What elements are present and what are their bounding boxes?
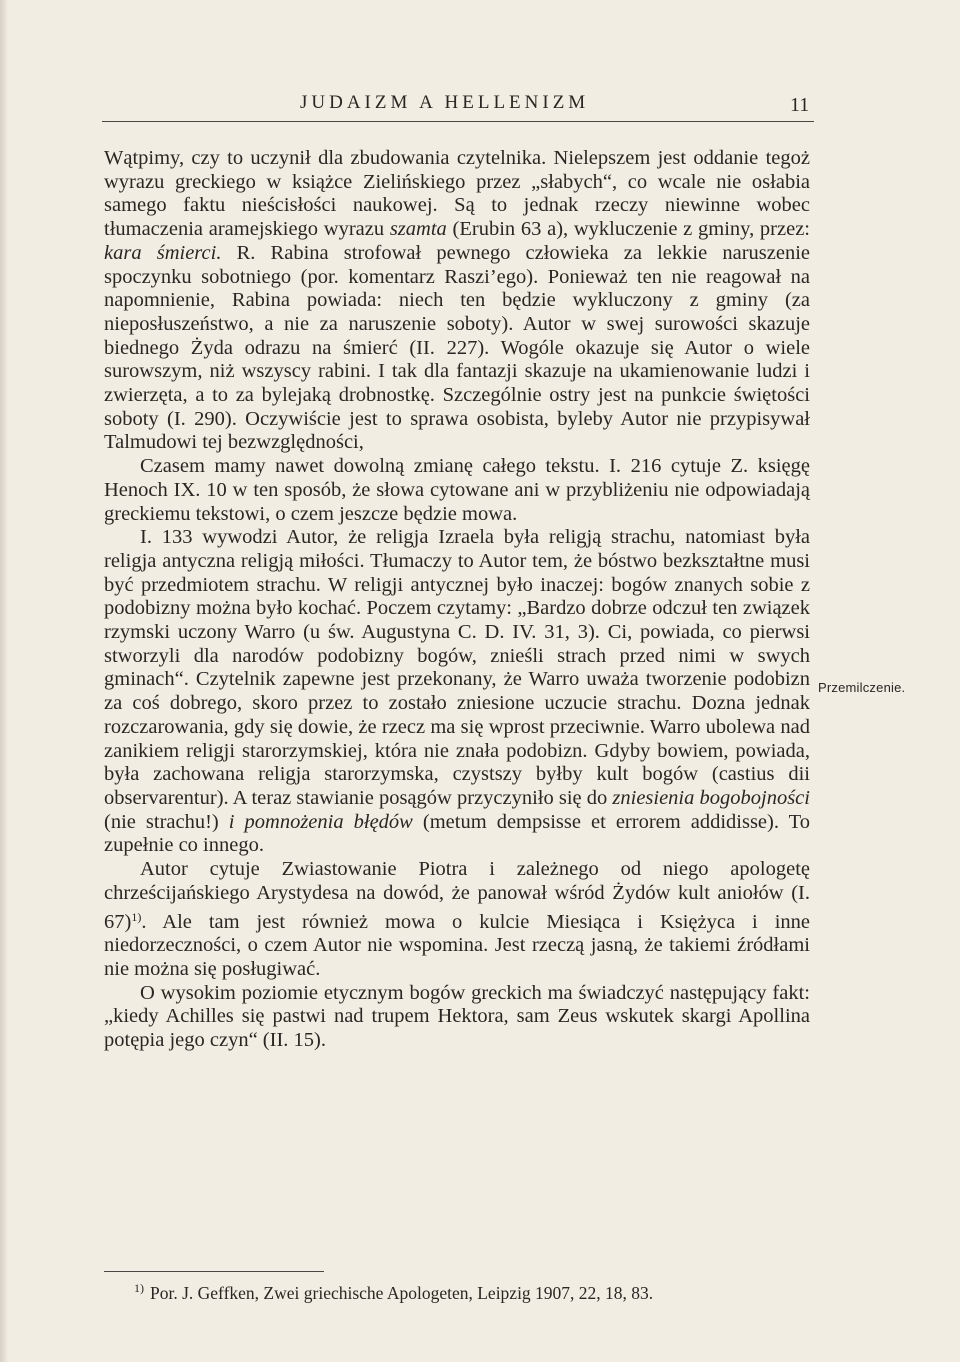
body-text [104, 147, 810, 1053]
text-segment: R. Rabina strofował pewnego człowieka za lekkie naruszenie spoczynku sobotniego (por. komentarz Raszi’ego). Ponieważ ten nie reagował na napomnienie, Rabina powiada: niech ten będzie wykluczony z gminy (za nieposłuszeństwo, a nie za naruszenie soboty). Autor w swej surowości skazuje biednego Żyda odrazu na śmierć (II. 227). Wogóle okazuje się Autor o wiele surowszym, niż wszyscy rabini. I tak dla fantazji skazuje na ukamienowanie ludzi i zwierzęta, a to za bylejaką drobnostkę. Szczególnie ostry jest na punkcie świętości soboty (I. 290). Oczywiście jest to sprawa osobista, byleby Autor nie przypisywał Talmudowi tej bezwzględności, [104, 241, 810, 454]
text-segment: Czasem mamy nawet dowolną zmianę całego tekstu. I. 216 cytuje Z. księgę Henoch IX. 10 w ten sposób, że słowa cytowane ani w przybliżeniu nie odpowiadają greckiemu tekstowi, o czem jeszcze będzie mowa. [104, 455, 810, 525]
footnote-reference: 1) [131, 909, 142, 924]
paragraph [104, 982, 810, 1053]
page-number: 11 [790, 94, 810, 116]
text-segment: (nie strachu!) [104, 810, 229, 833]
footnote-rule [104, 1271, 324, 1272]
italic-text: i pomnożenia błędów [228, 810, 413, 833]
running-title: JUDAIZM A HELLENIZM [300, 92, 590, 113]
paragraph [104, 147, 810, 455]
footnote-text: Por. J. Geffken, Zwei griechische Apologeten, Leipzig 1907, 22, 18, 83. [150, 1283, 654, 1303]
paragraph [104, 858, 810, 982]
footnote [134, 1281, 653, 1304]
text-segment: I. 133 wywodzi Autor, że religja Izraela była religją strachu, natomiast była religja antyczna religją miłości. Tłumaczy to Autor tem, że bóstwo bezkształtne musi być przedmiotem strachu. W religji antycznej było inaczej: bogów znanych sobie z podobizny można było kochać. Poczem czytamy: „Bardzo dobrze odczuł ten związek rzymski uczony Warro (u św. Augustyna C. D. IV. 31, 3). Ci, powiada, co pierwsi stworzyli dla narodów podobizny bogów, znieśli strach przed nimi w swych gminach“. Czytelnik zapewne jest przekonany, że Warro uważa tworzenie podobizn za coś dobrego, skoro przez to zostało zniesione uczucie strachu. Dozna jednak rozczarowania, gdy się dowie, że rzecz ma się wprost przeciwnie. Warro ubolewa nad zanikiem religji starorzymskiej, która nie znała podobizn. Gdyby bowiem, powiada, była zachowana religja starorzymska, czystszy byłby kult bogów (castius dii observarentur). A teraz stawianie posągów przyczyniło się do [104, 526, 810, 809]
paragraph [104, 526, 810, 858]
text-segment: Autor cytuje Zwiastowanie Piotra i zależnego od niego apologetę chrześcijańskiego Arystydesa na dowód, że panował wśród Żydów kult aniołów (I. 67) [104, 858, 810, 933]
text-segment: Wątpimy, czy to uczynił dla zbudowania czytelnika. Nielepszem jest oddanie tegoż wyrazu greckiego w książce Zielińskiego przez „słabych“, co wcale nie osłabia samego faktu nieścisłości naukowej. Są to jednak rzeczy niewinne wobec tłumaczenia aramejskiego wyrazu [104, 147, 810, 241]
italic-text: szamta [389, 218, 447, 241]
footnote-marker: 1) [134, 1281, 144, 1295]
page-edge-shadow [0, 0, 7, 1362]
header-rule [102, 121, 814, 122]
margin-note: Przemilczenie. [818, 680, 906, 695]
italic-text: zniesienia bogobojności [612, 786, 810, 809]
text-segment: O wysokim poziomie etycznym bogów greckich ma świadczyć następujący fakt: „kiedy Achilles się pastwi nad trupem Hektora, sam Zeus wskutek skargi Apollina potępia jego czyn“ (II. 15). [104, 981, 810, 1052]
text-segment: . Ale tam jest również mowa o kulcie Miesiąca i Księżyca i inne niedorzeczności, o czem Autor nie wspomina. Jest rzeczą jasną, że takiemi źródłami nie można się posługiwać. [104, 910, 810, 980]
italic-text: kara śmierci. [104, 241, 222, 264]
text-segment: (Erubin 63 a), wykluczenie z gminy, przez: [446, 218, 810, 241]
text-segment: (metum dempsisse et errorem addidisse). To zupełnie co innego. [104, 810, 810, 857]
paragraph [104, 455, 810, 526]
